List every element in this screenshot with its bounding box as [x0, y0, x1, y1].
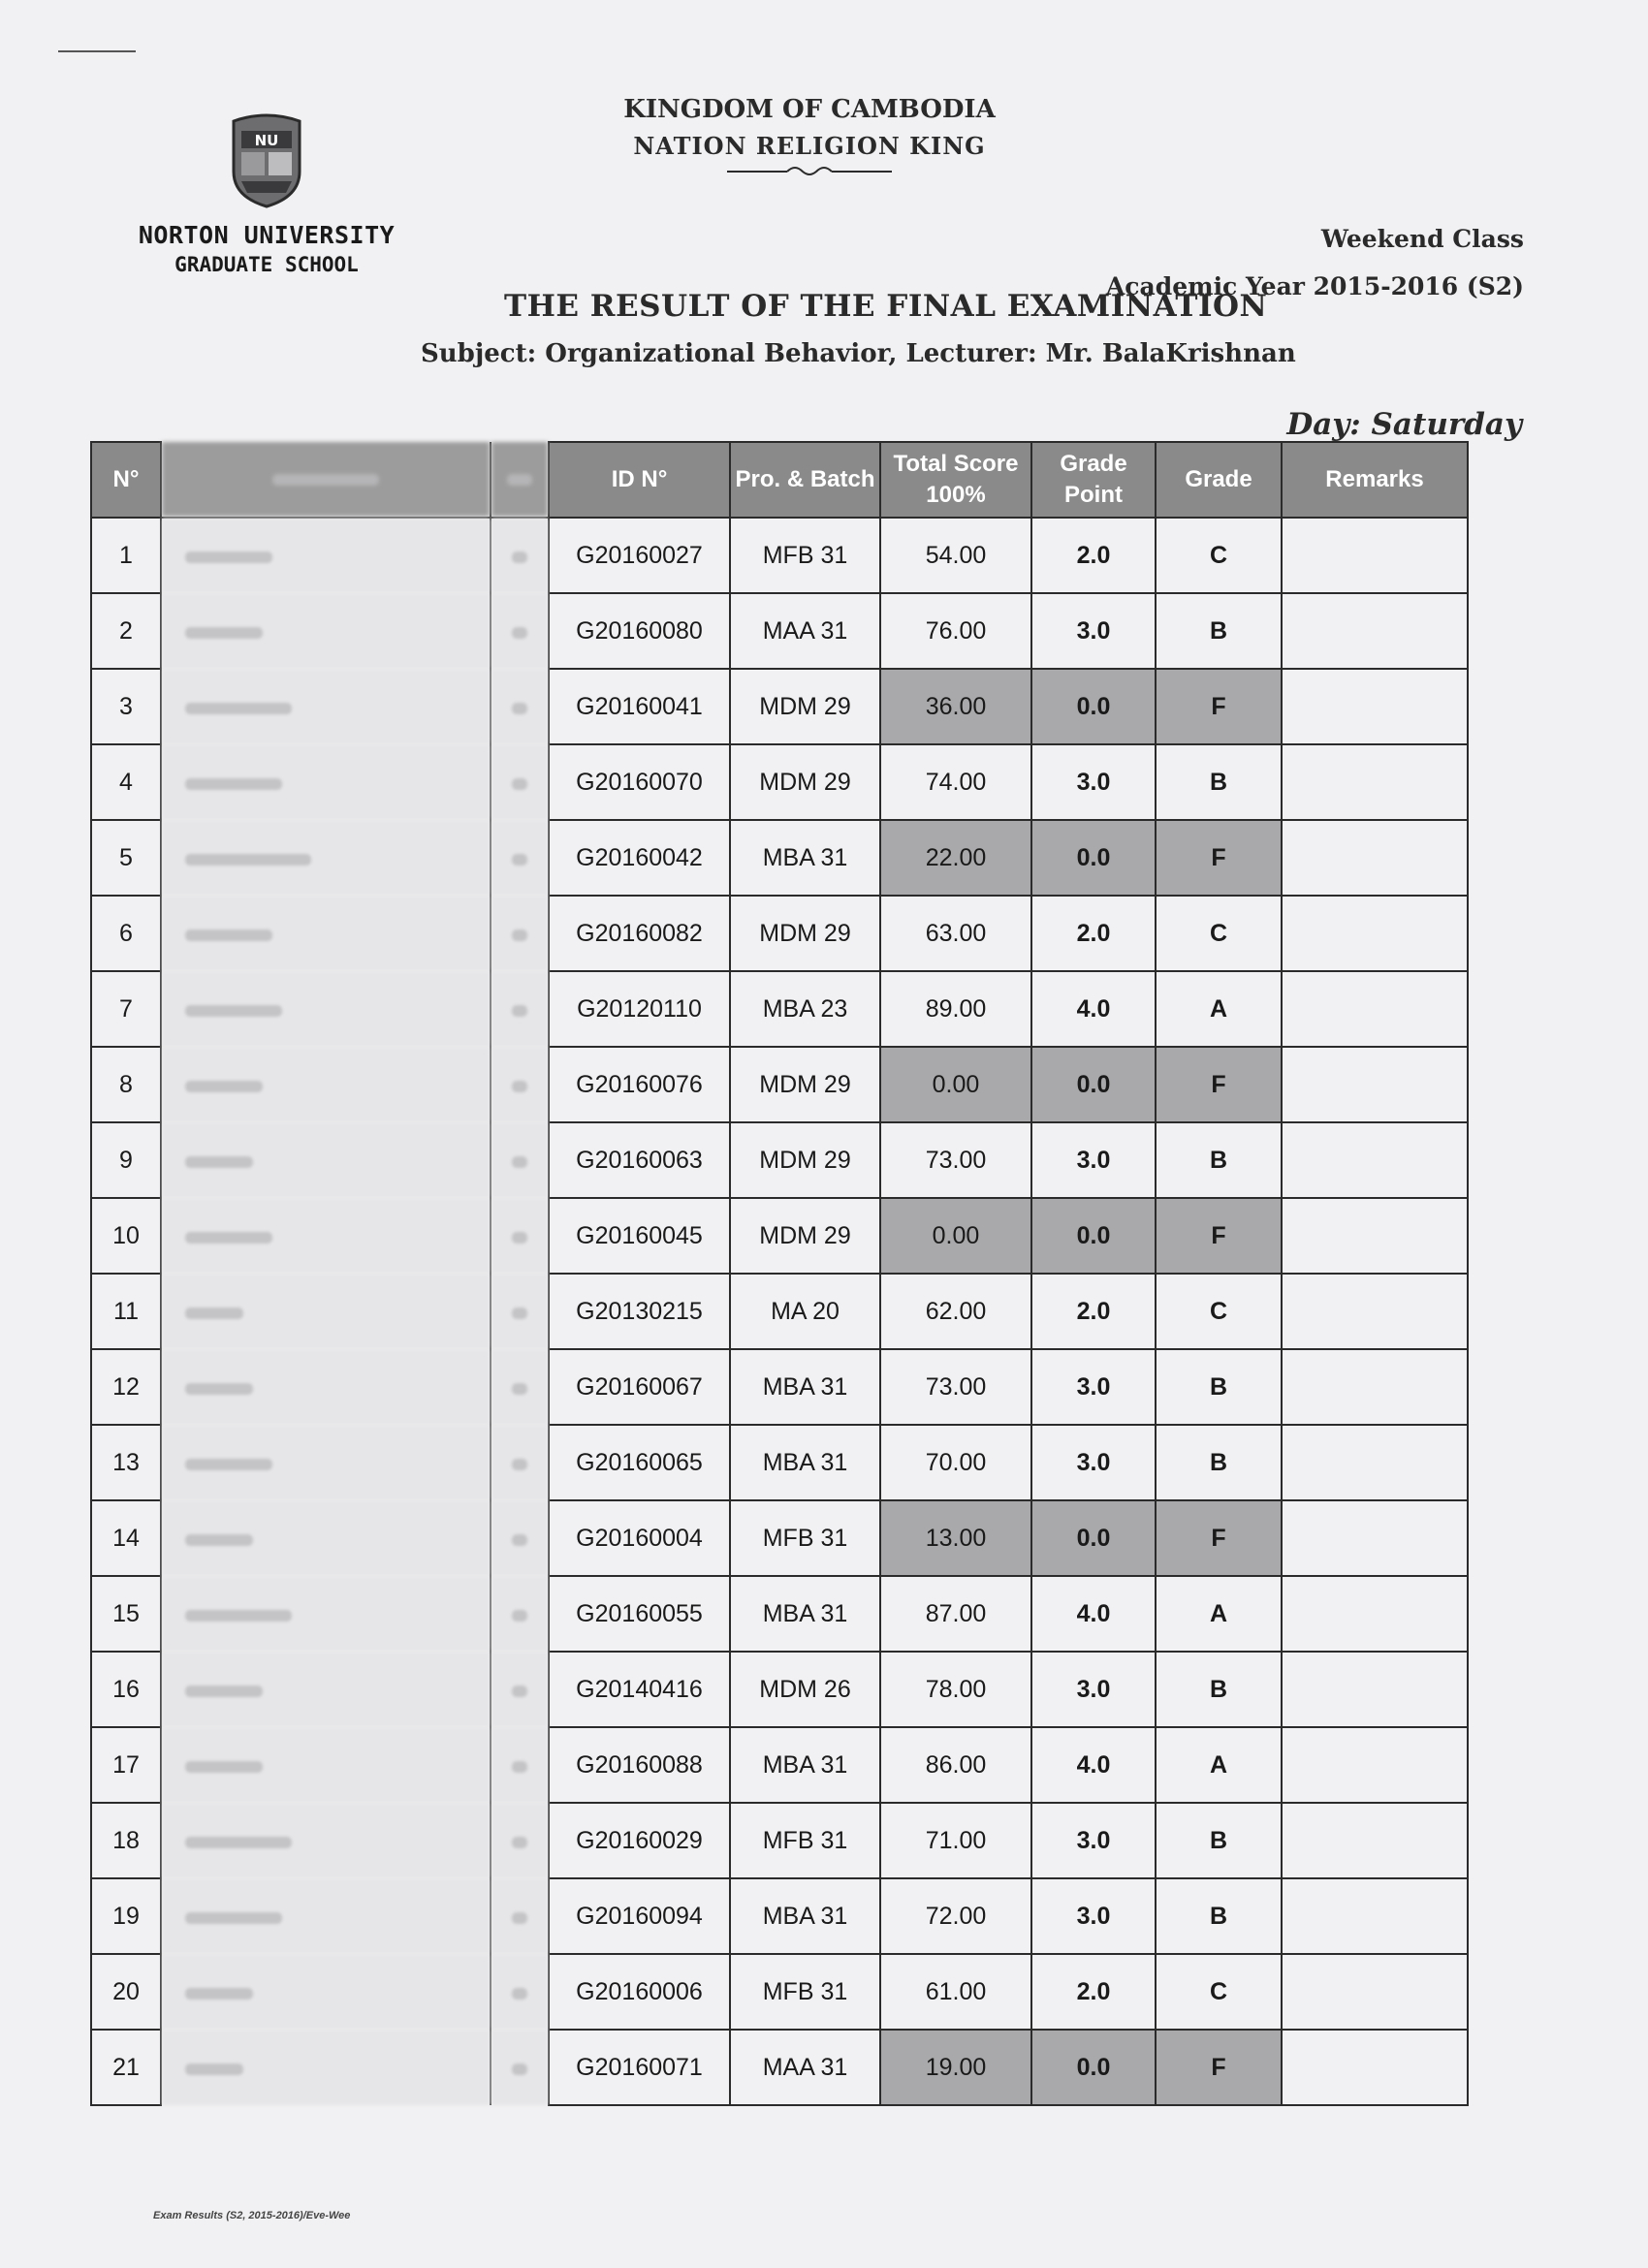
- cell-grade-point: 3.0: [1031, 1652, 1156, 1727]
- cell-program: MBA 23: [730, 971, 880, 1047]
- cell-id: G20160027: [549, 518, 730, 593]
- cell-remarks: [1282, 1878, 1468, 1954]
- cell-sex-redacted: [491, 1274, 549, 1349]
- university-logo-block: [107, 111, 427, 276]
- cell-name-redacted: [161, 1198, 491, 1274]
- table-row: [91, 1047, 1468, 1122]
- cell-no: 21: [91, 2030, 161, 2105]
- cell-id: G20160071: [549, 2030, 730, 2105]
- table-row: [91, 1198, 1468, 1274]
- cell-program: MFB 31: [730, 1803, 880, 1878]
- cell-no: 14: [91, 1500, 161, 1576]
- cell-grade: B: [1156, 1425, 1282, 1500]
- cell-id: G20160045: [549, 1198, 730, 1274]
- cell-grade-point: 2.0: [1031, 518, 1156, 593]
- cell-grade-point: 4.0: [1031, 971, 1156, 1047]
- cell-remarks: [1282, 1803, 1468, 1878]
- cell-no: 8: [91, 1047, 161, 1122]
- cell-name-redacted: [161, 1047, 491, 1122]
- cell-sex-redacted: [491, 1878, 549, 1954]
- cell-program: MDM 29: [730, 1198, 880, 1274]
- cell-name-redacted: [161, 1652, 491, 1727]
- cell-no: 17: [91, 1727, 161, 1803]
- table-header-row: [91, 442, 1468, 518]
- cell-program: MFB 31: [730, 518, 880, 593]
- cell-total-score: 54.00: [880, 518, 1031, 593]
- cell-program: MDM 29: [730, 1047, 880, 1122]
- cell-program: MDM 29: [730, 1122, 880, 1198]
- cell-sex-redacted: [491, 1122, 549, 1198]
- cell-name-redacted: [161, 593, 491, 669]
- cell-program: MBA 31: [730, 1727, 880, 1803]
- table-row: [91, 1803, 1468, 1878]
- header-program: Pro. & Batch: [730, 442, 880, 518]
- cell-remarks: [1282, 1274, 1468, 1349]
- cell-total-score: 62.00: [880, 1274, 1031, 1349]
- cell-id: G20160041: [549, 669, 730, 744]
- cell-no: 4: [91, 744, 161, 820]
- cell-no: 19: [91, 1878, 161, 1954]
- cell-grade: F: [1156, 820, 1282, 896]
- cell-total-score: 89.00: [880, 971, 1031, 1047]
- cell-id: G20130215: [549, 1274, 730, 1349]
- cell-grade: F: [1156, 2030, 1282, 2105]
- cell-name-redacted: [161, 1122, 491, 1198]
- cell-total-score: 86.00: [880, 1727, 1031, 1803]
- cell-grade-point: 0.0: [1031, 2030, 1156, 2105]
- cell-remarks: [1282, 1047, 1468, 1122]
- cell-name-redacted: [161, 820, 491, 896]
- cell-program: MFB 31: [730, 1954, 880, 2030]
- table-row: [91, 971, 1468, 1047]
- cell-sex-redacted: [491, 1198, 549, 1274]
- header-grade-point-line2: Point: [1064, 482, 1123, 508]
- table-row: [91, 1878, 1468, 1954]
- cell-program: MBA 31: [730, 1878, 880, 1954]
- cell-grade-point: 0.0: [1031, 820, 1156, 896]
- cell-sex-redacted: [491, 744, 549, 820]
- cell-grade: A: [1156, 1576, 1282, 1652]
- cell-program: MDM 29: [730, 744, 880, 820]
- results-table: [90, 441, 1469, 2106]
- header-grade-point-line1: Grade: [1060, 450, 1127, 477]
- table-row: [91, 1652, 1468, 1727]
- cell-id: G20160080: [549, 593, 730, 669]
- school-name: GRADUATE SCHOOL: [174, 253, 359, 276]
- scan-mark: [58, 50, 136, 52]
- cell-grade: C: [1156, 1954, 1282, 2030]
- cell-sex-redacted: [491, 1349, 549, 1425]
- cell-grade-point: 3.0: [1031, 1122, 1156, 1198]
- cell-grade: B: [1156, 1803, 1282, 1878]
- cell-program: MDM 29: [730, 896, 880, 971]
- cell-total-score: 74.00: [880, 744, 1031, 820]
- national-motto: NATION RELIGION KING: [633, 132, 986, 160]
- header-grade: Grade: [1156, 442, 1282, 518]
- cell-no: 10: [91, 1198, 161, 1274]
- cell-total-score: 0.00: [880, 1198, 1031, 1274]
- crest-letters: NU: [254, 132, 279, 149]
- cell-grade-point: 3.0: [1031, 744, 1156, 820]
- cell-name-redacted: [161, 1803, 491, 1878]
- cell-id: G20160042: [549, 820, 730, 896]
- cell-id: G20160082: [549, 896, 730, 971]
- cell-grade: B: [1156, 593, 1282, 669]
- cell-grade-point: 3.0: [1031, 1803, 1156, 1878]
- cell-total-score: 70.00: [880, 1425, 1031, 1500]
- page-title: THE RESULT OF THE FINAL EXAMINATION: [504, 289, 1268, 324]
- cell-grade: F: [1156, 1500, 1282, 1576]
- header-id: ID N°: [549, 442, 730, 518]
- cell-total-score: 73.00: [880, 1122, 1031, 1198]
- table-row: [91, 2030, 1468, 2105]
- cell-remarks: [1282, 593, 1468, 669]
- cell-grade-point: 2.0: [1031, 896, 1156, 971]
- cell-remarks: [1282, 1727, 1468, 1803]
- kingdom-block: [620, 95, 998, 179]
- cell-sex-redacted: [491, 1500, 549, 1576]
- cell-no: 7: [91, 971, 161, 1047]
- cell-no: 20: [91, 1954, 161, 2030]
- cell-no: 15: [91, 1576, 161, 1652]
- cell-grade: F: [1156, 1047, 1282, 1122]
- cell-id: G20120110: [549, 971, 730, 1047]
- cell-sex-redacted: [491, 1727, 549, 1803]
- cell-no: 5: [91, 820, 161, 896]
- cell-program: MAA 31: [730, 593, 880, 669]
- cell-sex-redacted: [491, 1652, 549, 1727]
- header-total-score-line2: 100%: [926, 482, 986, 508]
- cell-no: 16: [91, 1652, 161, 1727]
- cell-name-redacted: [161, 1954, 491, 2030]
- cell-name-redacted: [161, 1576, 491, 1652]
- cell-remarks: [1282, 1122, 1468, 1198]
- cell-total-score: 71.00: [880, 1803, 1031, 1878]
- cell-remarks: [1282, 1652, 1468, 1727]
- cell-grade-point: 0.0: [1031, 1500, 1156, 1576]
- header-grade-point: [1031, 442, 1156, 518]
- exam-day: Day: Saturday: [1286, 407, 1522, 442]
- table-row: [91, 1727, 1468, 1803]
- cell-no: 2: [91, 593, 161, 669]
- table-row: [91, 1576, 1468, 1652]
- table-row: [91, 896, 1468, 971]
- cell-remarks: [1282, 518, 1468, 593]
- cell-sex-redacted: [491, 820, 549, 896]
- cell-program: MA 20: [730, 1274, 880, 1349]
- table-row: [91, 1274, 1468, 1349]
- cell-remarks: [1282, 669, 1468, 744]
- cell-sex-redacted: [491, 1803, 549, 1878]
- table-row: [91, 1349, 1468, 1425]
- cell-no: 3: [91, 669, 161, 744]
- cell-total-score: 19.00: [880, 2030, 1031, 2105]
- subject-line: Subject: Organizational Behavior, Lecturer: Mr. BalaKrishnan: [421, 339, 1296, 368]
- header-name-redacted: [161, 442, 491, 518]
- cell-sex-redacted: [491, 1954, 549, 2030]
- cell-grade-point: 0.0: [1031, 1047, 1156, 1122]
- cell-id: G20160094: [549, 1878, 730, 1954]
- cell-id: G20160055: [549, 1576, 730, 1652]
- cell-total-score: 87.00: [880, 1576, 1031, 1652]
- cell-program: MDM 26: [730, 1652, 880, 1727]
- cell-no: 18: [91, 1803, 161, 1878]
- cell-grade-point: 2.0: [1031, 1954, 1156, 2030]
- cell-no: 11: [91, 1274, 161, 1349]
- header-total-score-line1: Total Score: [893, 450, 1019, 477]
- cell-sex-redacted: [491, 1425, 549, 1500]
- cell-id: G20160065: [549, 1425, 730, 1500]
- cell-remarks: [1282, 896, 1468, 971]
- table-row: [91, 518, 1468, 593]
- cell-grade: B: [1156, 744, 1282, 820]
- cell-program: MFB 31: [730, 1500, 880, 1576]
- cell-grade: B: [1156, 1122, 1282, 1198]
- cell-grade: C: [1156, 896, 1282, 971]
- cell-grade-point: 2.0: [1031, 1274, 1156, 1349]
- university-crest-icon: [228, 111, 305, 208]
- cell-grade: F: [1156, 669, 1282, 744]
- cell-sex-redacted: [491, 1047, 549, 1122]
- cell-program: MBA 31: [730, 820, 880, 896]
- cell-name-redacted: [161, 1349, 491, 1425]
- cell-name-redacted: [161, 896, 491, 971]
- cell-id: G20160063: [549, 1122, 730, 1198]
- academic-year: Academic Year 2015-2016 (S2): [1105, 272, 1524, 300]
- cell-program: MDM 29: [730, 669, 880, 744]
- cell-id: G20160067: [549, 1349, 730, 1425]
- cell-sex-redacted: [491, 896, 549, 971]
- cell-name-redacted: [161, 1500, 491, 1576]
- footer-note: Exam Results (S2, 2015-2016)/Eve-Wee: [153, 2210, 351, 2221]
- cell-program: MBA 31: [730, 1425, 880, 1500]
- cell-remarks: [1282, 1198, 1468, 1274]
- cell-grade: C: [1156, 518, 1282, 593]
- cell-no: 1: [91, 518, 161, 593]
- cell-grade-point: 3.0: [1031, 1349, 1156, 1425]
- cell-remarks: [1282, 820, 1468, 896]
- table-row: [91, 1122, 1468, 1198]
- cell-program: MAA 31: [730, 2030, 880, 2105]
- cell-grade-point: 4.0: [1031, 1576, 1156, 1652]
- cell-no: 6: [91, 896, 161, 971]
- table-body: [91, 518, 1468, 2105]
- cell-total-score: 61.00: [880, 1954, 1031, 2030]
- cell-total-score: 72.00: [880, 1878, 1031, 1954]
- cell-grade: B: [1156, 1878, 1282, 1954]
- cell-total-score: 63.00: [880, 896, 1031, 971]
- cell-grade-point: 3.0: [1031, 1425, 1156, 1500]
- header-total-score: [880, 442, 1031, 518]
- cell-total-score: 78.00: [880, 1652, 1031, 1727]
- cell-total-score: 13.00: [880, 1500, 1031, 1576]
- cell-grade-point: 0.0: [1031, 669, 1156, 744]
- cell-name-redacted: [161, 971, 491, 1047]
- cell-grade: F: [1156, 1198, 1282, 1274]
- cell-name-redacted: [161, 1727, 491, 1803]
- cell-total-score: 0.00: [880, 1047, 1031, 1122]
- cell-total-score: 76.00: [880, 593, 1031, 669]
- header-sex-redacted: [491, 442, 549, 518]
- cell-name-redacted: [161, 1425, 491, 1500]
- cell-remarks: [1282, 1500, 1468, 1576]
- table-row: [91, 820, 1468, 896]
- cell-total-score: 36.00: [880, 669, 1031, 744]
- cell-sex-redacted: [491, 1576, 549, 1652]
- cell-grade: A: [1156, 1727, 1282, 1803]
- table-row: [91, 1954, 1468, 2030]
- cell-grade-point: 3.0: [1031, 593, 1156, 669]
- cell-no: 9: [91, 1122, 161, 1198]
- cell-id: G20160006: [549, 1954, 730, 2030]
- kingdom-heading: KINGDOM OF CAMBODIA: [623, 95, 996, 124]
- cell-remarks: [1282, 1349, 1468, 1425]
- cell-name-redacted: [161, 1274, 491, 1349]
- flourish-divider-icon: [727, 162, 892, 179]
- cell-id: G20160029: [549, 1803, 730, 1878]
- cell-grade: B: [1156, 1349, 1282, 1425]
- cell-grade: A: [1156, 971, 1282, 1047]
- table-row: [91, 669, 1468, 744]
- class-type: Weekend Class: [1320, 225, 1524, 253]
- cell-grade: B: [1156, 1652, 1282, 1727]
- cell-no: 13: [91, 1425, 161, 1500]
- cell-name-redacted: [161, 669, 491, 744]
- cell-id: G20160088: [549, 1727, 730, 1803]
- cell-grade-point: 3.0: [1031, 1878, 1156, 1954]
- cell-remarks: [1282, 1954, 1468, 2030]
- cell-name-redacted: [161, 1878, 491, 1954]
- cell-sex-redacted: [491, 669, 549, 744]
- cell-total-score: 73.00: [880, 1349, 1031, 1425]
- cell-id: G20160070: [549, 744, 730, 820]
- header-no: N°: [91, 442, 161, 518]
- cell-remarks: [1282, 1576, 1468, 1652]
- cell-sex-redacted: [491, 2030, 549, 2105]
- cell-id: G20160004: [549, 1500, 730, 1576]
- header-remarks: Remarks: [1282, 442, 1468, 518]
- university-name: NORTON UNIVERSITY: [138, 221, 396, 249]
- table-row: [91, 593, 1468, 669]
- cell-no: 12: [91, 1349, 161, 1425]
- cell-sex-redacted: [491, 971, 549, 1047]
- cell-name-redacted: [161, 518, 491, 593]
- table-row: [91, 1500, 1468, 1576]
- table-row: [91, 744, 1468, 820]
- cell-remarks: [1282, 744, 1468, 820]
- cell-grade: C: [1156, 1274, 1282, 1349]
- cell-program: MBA 31: [730, 1349, 880, 1425]
- table-row: [91, 1425, 1468, 1500]
- cell-id: G20160076: [549, 1047, 730, 1122]
- cell-grade-point: 0.0: [1031, 1198, 1156, 1274]
- cell-remarks: [1282, 2030, 1468, 2105]
- cell-remarks: [1282, 1425, 1468, 1500]
- cell-sex-redacted: [491, 593, 549, 669]
- cell-total-score: 22.00: [880, 820, 1031, 896]
- cell-program: MBA 31: [730, 1576, 880, 1652]
- cell-name-redacted: [161, 744, 491, 820]
- cell-sex-redacted: [491, 518, 549, 593]
- cell-id: G20140416: [549, 1652, 730, 1727]
- cell-grade-point: 4.0: [1031, 1727, 1156, 1803]
- cell-remarks: [1282, 971, 1468, 1047]
- cell-name-redacted: [161, 2030, 491, 2105]
